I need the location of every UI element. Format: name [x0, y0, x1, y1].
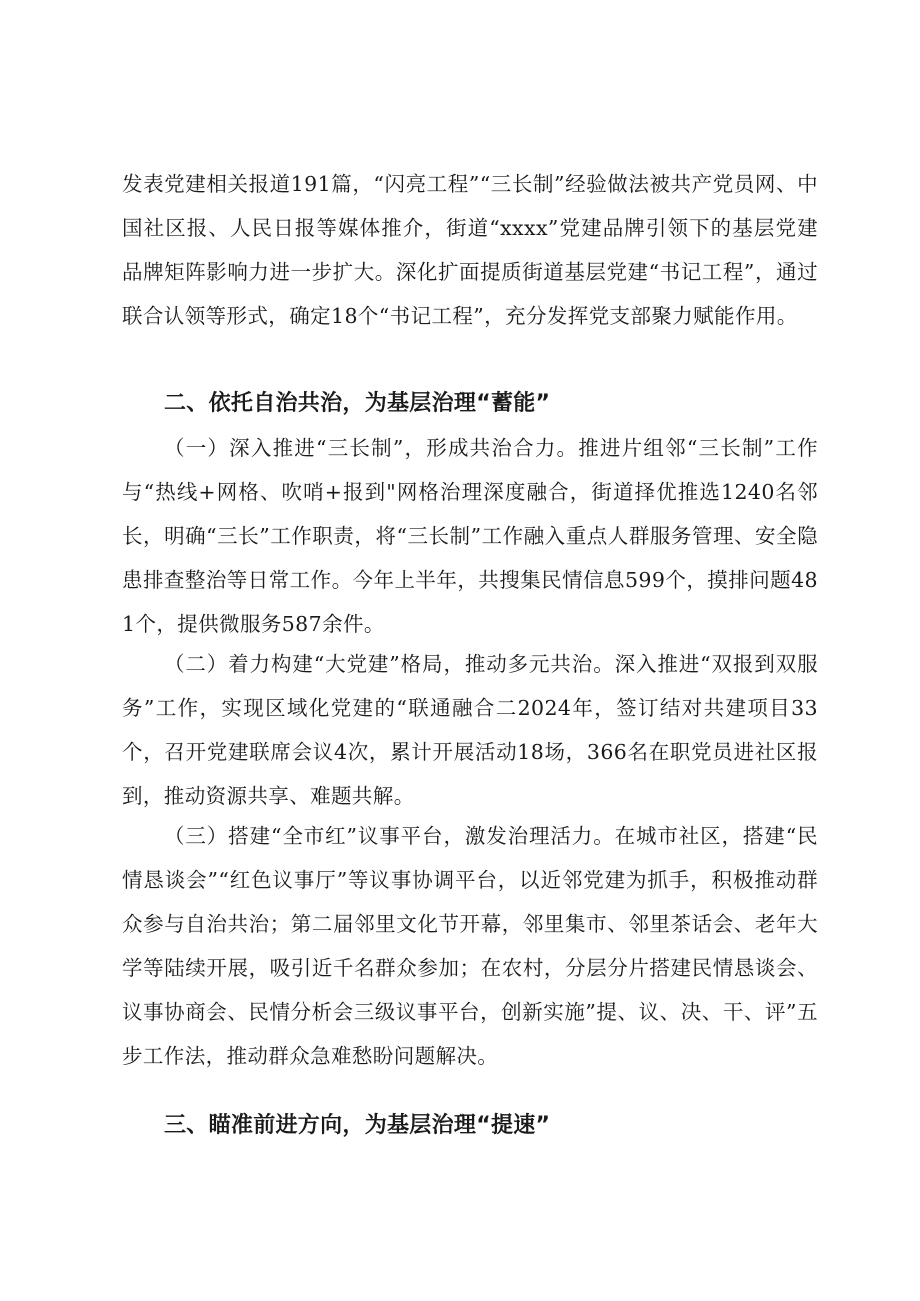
- paragraph-council-platform: （三）搭建“全市红”议事平台，激发治理活力。在城市社区，搭建“民情恳谈会”“红色议事厅”等议事协调平台，以近邻党建为抓手，积极推动群众参与自治共治；第二届邻里文化节开幕，邻里集市、邻里茶话会、老年大学等陆续开展，吸引近千名群众参加；在农村，分层分片搭建民情恳谈会、议事协商会、民情分析会三级议事平台，创新实施”提、议、决、干、评”五步工作法，推动群众急难愁盼问题解决。: [122, 824, 818, 1068]
- paragraph-party-building-publicity: 发表党建相关报道191篇，“闪亮工程”“三长制”经验做法被共产党员网、中国社区报、人民日报等媒体推介，街道“xxxx”党建品牌引领下的基层党建品牌矩阵影响力进一步扩大。深化扩面提质街道基层党建“书记工程”，通过联合认领等形式，确定18个“书记工程”，充分发挥党支部聚力赋能作用。: [122, 172, 818, 328]
- paragraph-big-party-building: （二）着力构建“大党建”格局，推动多元共治。深入推进“双报到双服务”工作，实现区域化党建的“联通融合二2024年，签订结对共建项目33个，召开党建联席会议4次，累计开展活动18场，366名在职党员进社区报到，推动资源共享、难题共解。: [122, 652, 818, 808]
- paragraph-three-chiefs: （一）深入推进“三长制”，形成共治合力。推进片组邻“三长制”工作与“热线+网格、吹哨+报到"网格治理深度融合，街道择优推选1240名邻长，明确“三长”工作职责，将“三长制”工作融入重点人群服务管理、安全隐患排查整治等日常工作。今年上半年，共搜集民情信息599个，摸排问题481个，提供微服务587余件。: [122, 436, 818, 636]
- section-heading-3: 三、瞄准前进方向，为基层治理“提速”: [164, 1113, 551, 1138]
- section-heading-2: 二、依托自治共治，为基层治理“蓄能”: [164, 391, 551, 416]
